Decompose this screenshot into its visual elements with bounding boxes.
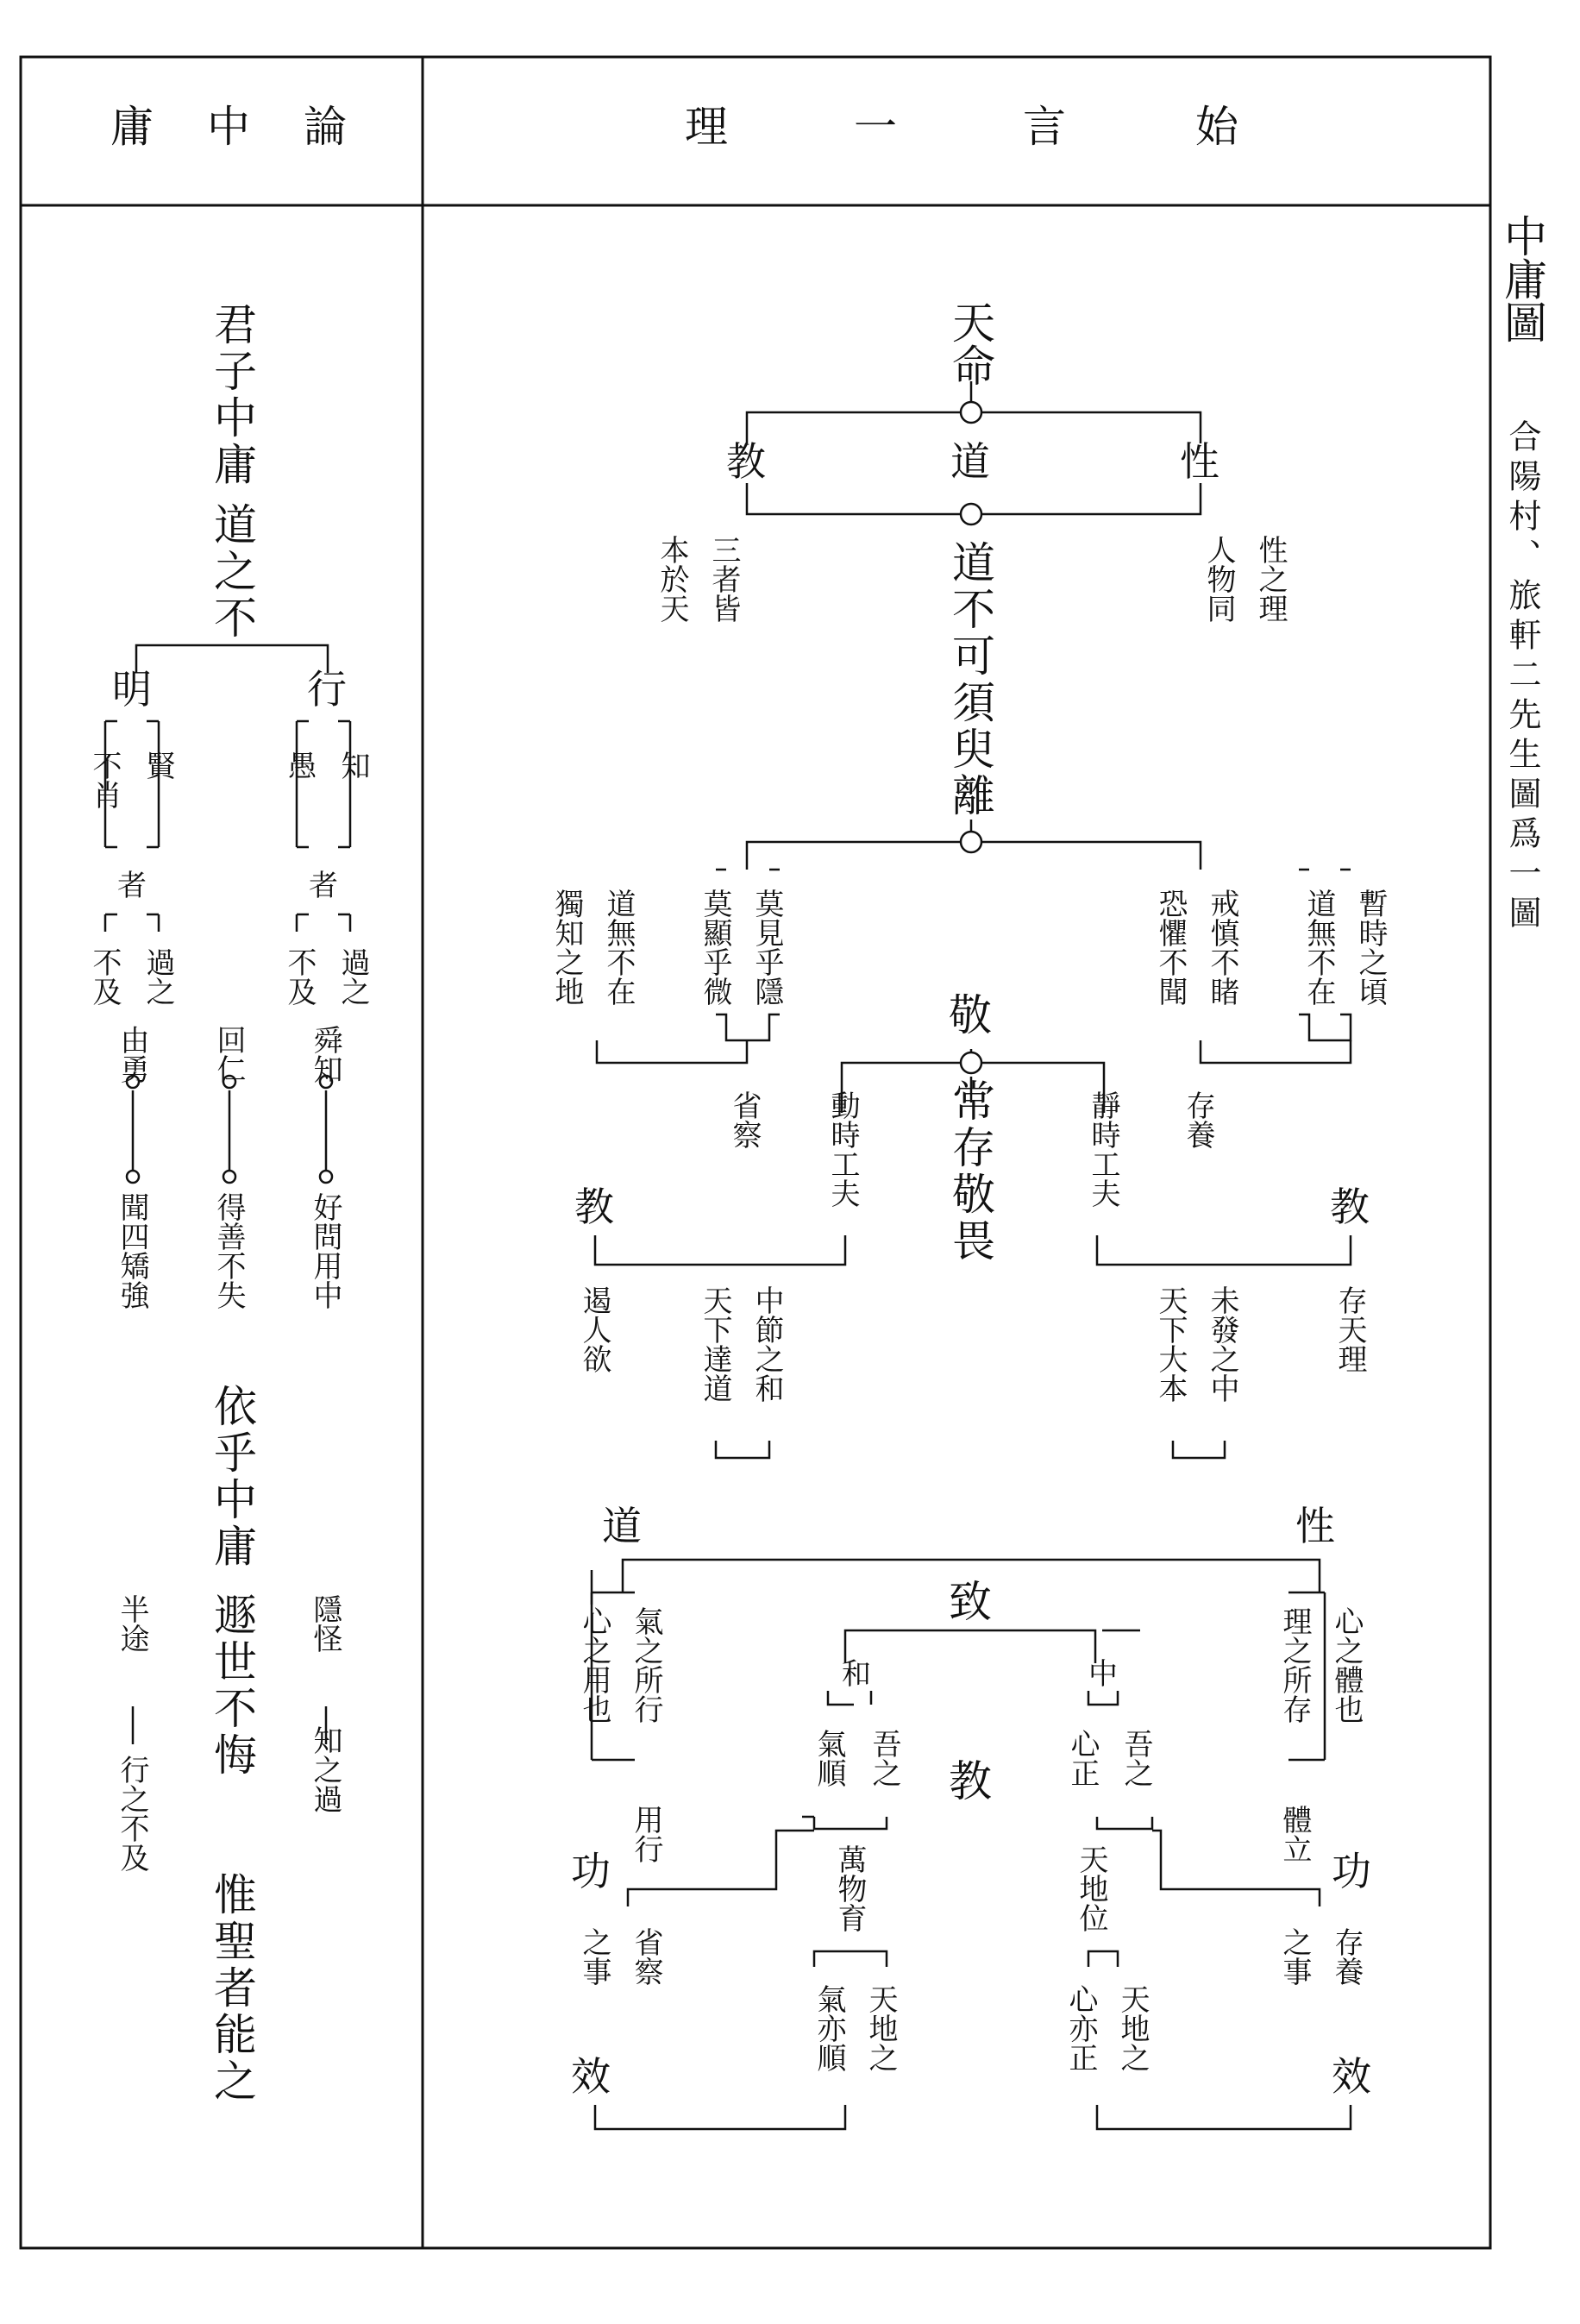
weisheng-zhe-nengzhi: 惟聖者能之 bbox=[207, 1872, 257, 2105]
sanzhe-jie: 三者皆 bbox=[706, 535, 741, 623]
weifa-zhizhong: 未發之中 bbox=[1205, 1285, 1239, 1403]
dongshi-gongfu: 動時工夫 bbox=[825, 1090, 860, 1208]
wu-zhi-right: 吾之 bbox=[1119, 1729, 1153, 1787]
shunzhi: 舜知 bbox=[308, 1025, 342, 1083]
haowen-yongzhong: 好問用中 bbox=[308, 1192, 342, 1310]
zhi-center: 致 bbox=[949, 1577, 992, 1627]
yongxing: 用行 bbox=[629, 1805, 663, 1863]
wensi-jiaoqiang: 聞四矯強 bbox=[115, 1192, 149, 1310]
dao-top: 道 bbox=[950, 438, 990, 485]
qi-zhi-suoxing: 氣之所行 bbox=[629, 1606, 663, 1724]
guozhi-right: 過之 bbox=[335, 947, 370, 1006]
renwu-tong: 人物同 bbox=[1201, 535, 1236, 623]
tiandi-zhi-right: 天地之 bbox=[1115, 1984, 1150, 2072]
buji-right: 不及 bbox=[282, 947, 317, 1006]
xiao-right: 效 bbox=[1332, 2053, 1371, 2100]
zhong-label: 中 bbox=[1088, 1657, 1118, 1692]
xingcha-zhishi: 之事 bbox=[577, 1927, 611, 1986]
tianming: 天命 bbox=[945, 300, 995, 386]
left-header-char-2: 中 bbox=[207, 102, 250, 152]
jingshi-gongfu: 靜時工夫 bbox=[1086, 1090, 1120, 1208]
dunshi-buhui: 遯世不悔 bbox=[207, 1592, 257, 1779]
cunyang-top: 存養 bbox=[1329, 1927, 1364, 1986]
changcun-jingwei: 常存敬畏 bbox=[945, 1078, 995, 1265]
e-renyu: 遏人欲 bbox=[577, 1285, 611, 1373]
zhi-zhi-guo: 知之過 bbox=[308, 1725, 342, 1813]
right-header-char-2: 一 bbox=[854, 102, 897, 152]
zhi-label: 知 bbox=[335, 751, 370, 780]
xing-zhi-li: 性之理 bbox=[1253, 535, 1288, 623]
cunyang-zhishi: 之事 bbox=[1277, 1927, 1312, 1986]
zhe-left: 者 bbox=[117, 869, 147, 903]
jiao-center: 教 bbox=[949, 1756, 992, 1806]
cunyang-right: 存養 bbox=[1181, 1090, 1215, 1149]
right-header-char-3: 言 bbox=[1023, 102, 1066, 152]
side-title-main: 中庸圖 bbox=[1497, 214, 1547, 343]
duzhi-zhidi: 獨知之地 bbox=[549, 889, 584, 1006]
jing-center: 敬 bbox=[949, 990, 992, 1040]
xin-zhi-yong: 心之用也 bbox=[577, 1606, 611, 1724]
qi-yi-shun: 氣亦順 bbox=[812, 1984, 846, 2072]
youyong: 由勇 bbox=[115, 1025, 149, 1083]
jiao-mid-left: 教 bbox=[574, 1184, 614, 1230]
cun-tianli: 存天理 bbox=[1332, 1285, 1367, 1373]
guozhi-left: 過之 bbox=[141, 947, 175, 1006]
xin-zheng: 心正 bbox=[1065, 1729, 1100, 1787]
deshan-bushi: 得善不失 bbox=[211, 1192, 246, 1310]
xing-top: 性 bbox=[1180, 438, 1219, 485]
tili: 體立 bbox=[1277, 1805, 1312, 1863]
ben-yu-tian: 本於天 bbox=[655, 535, 689, 623]
xingcha-left: 省察 bbox=[727, 1090, 762, 1149]
buji-left: 不及 bbox=[87, 947, 122, 1006]
gong-right: 功 bbox=[1332, 1848, 1371, 1894]
xing-zhi-buji: 行之不及 bbox=[115, 1755, 149, 1872]
wanwu-yu: 萬物育 bbox=[832, 1844, 867, 1932]
zhe-right: 者 bbox=[309, 869, 338, 903]
xin-yi-zheng: 心亦正 bbox=[1063, 1984, 1098, 2072]
dao-lower: 道 bbox=[602, 1503, 642, 1549]
junzi-zhongyong: 君子中庸 bbox=[207, 302, 257, 488]
right-header-char-4: 始 bbox=[1195, 102, 1238, 152]
dao-zhi-bu: 道之不 bbox=[207, 502, 257, 642]
dao-wu-buzai-right: 道無不在 bbox=[1301, 889, 1336, 1006]
tiandi-wei: 天地位 bbox=[1074, 1844, 1108, 1932]
tianxia-daben: 天下大本 bbox=[1153, 1285, 1188, 1403]
side-title-sub: 合陽村、旅軒二先生圖爲一圖 bbox=[1503, 419, 1541, 935]
bantu: 半途 bbox=[115, 1594, 149, 1653]
jiao-top: 教 bbox=[726, 438, 766, 485]
kongju-buwen: 恐懼不聞 bbox=[1153, 889, 1188, 1006]
yu-label: 愚 bbox=[282, 751, 317, 780]
jieshen-budu: 戒慎不睹 bbox=[1205, 889, 1239, 1006]
moxian-huwei: 莫顯乎微 bbox=[698, 889, 732, 1006]
ming-label: 明 bbox=[112, 666, 152, 713]
zanshi-zhiqing: 暫時之頃 bbox=[1353, 889, 1388, 1006]
buxiao-label: 不肖 bbox=[87, 751, 122, 809]
xian-label: 賢 bbox=[141, 751, 175, 780]
wu-zhi-left: 吾之 bbox=[867, 1729, 901, 1787]
gong-left: 功 bbox=[571, 1848, 611, 1894]
xing-label: 行 bbox=[307, 666, 347, 713]
tiandi-zhi-left: 天地之 bbox=[863, 1984, 898, 2072]
mojian-huyin: 莫見乎隱 bbox=[749, 889, 784, 1006]
li-zhi-suocun: 理之所存 bbox=[1277, 1606, 1312, 1724]
xing-lower: 性 bbox=[1295, 1503, 1335, 1549]
left-header-char-3: 論 bbox=[304, 102, 347, 152]
zhongjie-zhihe: 中節之和 bbox=[749, 1285, 784, 1403]
yinguai: 隱怪 bbox=[308, 1594, 342, 1653]
jiao-mid-right: 教 bbox=[1330, 1184, 1370, 1230]
xiao-left: 效 bbox=[571, 2053, 611, 2100]
qi-shun: 氣順 bbox=[812, 1729, 846, 1787]
tianxia-dadao: 天下達道 bbox=[698, 1285, 732, 1403]
huiren: 回仁 bbox=[211, 1025, 246, 1083]
dao-buke-xuyu-li: 道不可須臾離 bbox=[945, 540, 995, 820]
right-header-char-1: 理 bbox=[685, 102, 728, 152]
he-label: 和 bbox=[842, 1657, 871, 1692]
xingcha-top: 省察 bbox=[629, 1927, 663, 1986]
dao-wu-buzai-left: 道無不在 bbox=[601, 889, 636, 1006]
yihu-zhongyong: 依乎中庸 bbox=[207, 1384, 257, 1570]
xin-zhi-ti: 心之體也 bbox=[1329, 1606, 1364, 1724]
left-header-char-1: 庸 bbox=[110, 102, 154, 152]
